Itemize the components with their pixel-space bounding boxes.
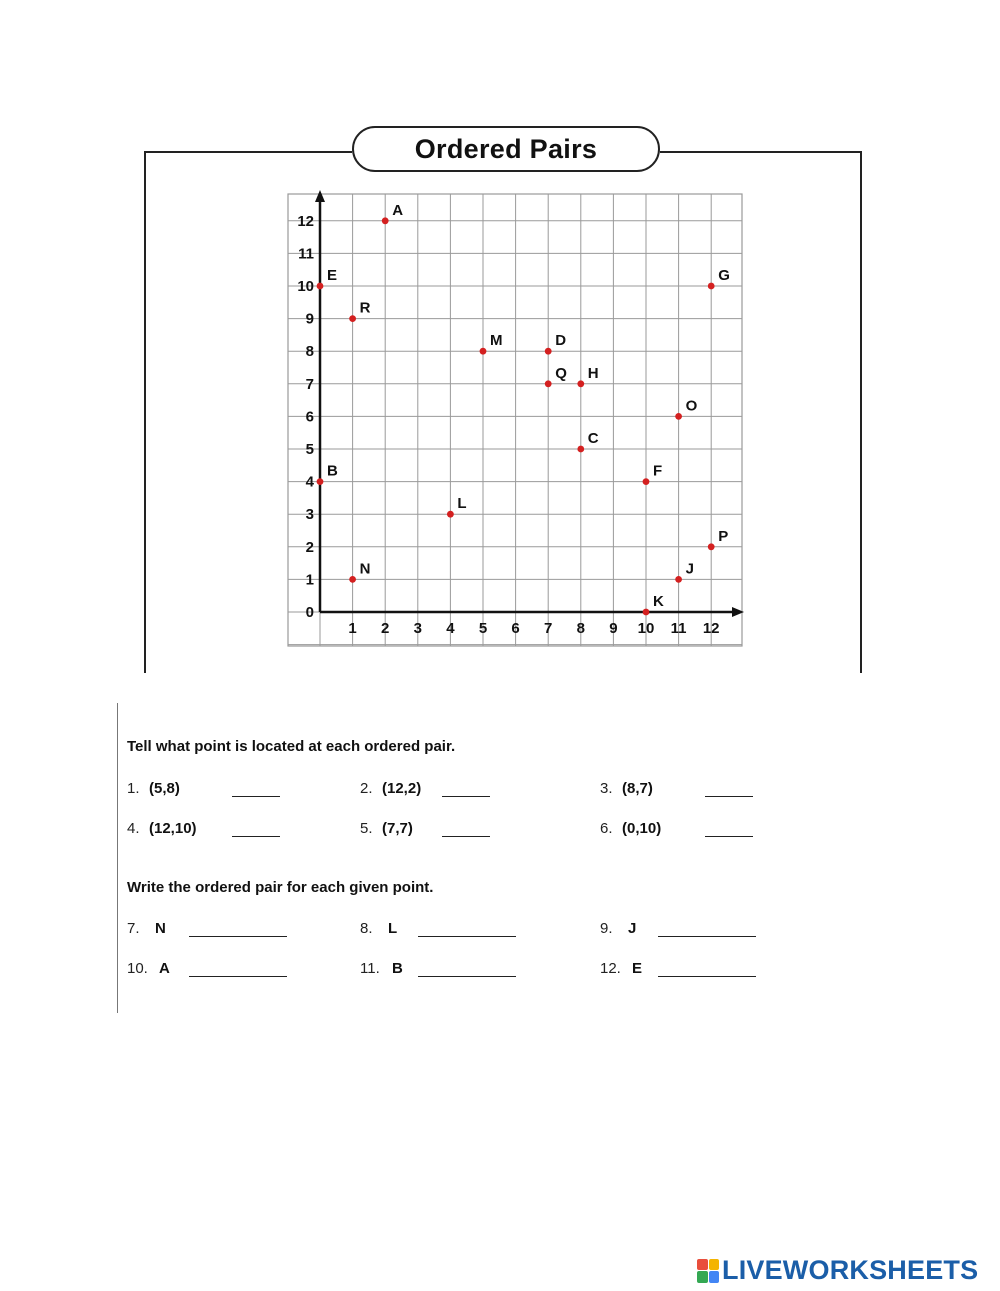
x-tick-label: 9 (609, 620, 618, 637)
y-tick-label: 6 (305, 408, 314, 426)
plot-point-h (577, 380, 584, 387)
question-number: 4. (127, 820, 140, 837)
question-number: 3. (600, 780, 613, 797)
answer-blank[interactable] (705, 796, 753, 797)
x-tick-label: 2 (381, 620, 390, 637)
frame-right-border (860, 151, 862, 673)
answer-blank[interactable] (658, 936, 756, 937)
x-tick-label: 6 (511, 620, 520, 637)
logo-icon-block (709, 1271, 720, 1283)
given-point: J (628, 920, 637, 937)
point-label-a: A (392, 201, 404, 219)
answer-blank[interactable] (418, 976, 516, 977)
question-number: 8. (360, 920, 373, 937)
grid-lines (288, 194, 742, 646)
plot-point-l (447, 511, 454, 518)
frame-top-border-left (144, 151, 352, 153)
y-tick-label: 5 (305, 441, 314, 458)
liveworksheets-logo (697, 1255, 978, 1286)
question-number: 2. (360, 780, 373, 797)
point-label-g: G (718, 267, 730, 284)
instructions-part-1: Tell what point is located at each ordered pair. (127, 738, 456, 755)
y-tick-label: 4 (305, 473, 314, 491)
question-number: 6. (600, 820, 613, 837)
y-tick-label: 12 (297, 212, 314, 230)
instructions-part-2: Write the ordered pair for each given point. (127, 879, 434, 896)
point-label-l: L (457, 495, 467, 513)
x-tick-label: 3 (413, 620, 422, 637)
given-point: B (392, 960, 403, 977)
ordered-pair: (12,10) (149, 820, 197, 837)
logo-icon-block (709, 1259, 720, 1271)
plot-point-q (545, 380, 552, 387)
plot-point-p (708, 543, 715, 550)
plot-point-g (708, 283, 715, 290)
answer-blank[interactable] (442, 796, 490, 797)
question-number: 12. (600, 960, 621, 977)
answer-blank[interactable] (658, 976, 756, 977)
question-number: 10. (127, 960, 148, 977)
logo-text: LIVEWORKSHEETS (722, 1255, 979, 1285)
point-label-j: J (685, 560, 694, 578)
ordered-pair: (12,2) (382, 780, 422, 797)
point-label-f: F (653, 462, 663, 480)
worksheet-title: Ordered Pairs (352, 126, 660, 172)
logo-icon-block (697, 1271, 708, 1283)
answer-blank[interactable] (442, 836, 490, 837)
plot-point-f (643, 478, 650, 485)
point-label-h: H (587, 364, 599, 382)
point-label-o: O (685, 397, 698, 415)
y-tick-label: 3 (305, 506, 314, 524)
plot-point-o (675, 413, 682, 420)
plot-point-b (317, 478, 324, 485)
answer-blank[interactable] (232, 796, 280, 797)
x-tick-label: 4 (446, 620, 455, 637)
ordered-pair: (8,7) (622, 780, 653, 797)
question-number: 9. (600, 920, 613, 937)
question-number: 5. (360, 820, 373, 837)
y-tick-label: 2 (305, 538, 314, 556)
point-label-p: P (718, 527, 729, 545)
frame-top-border-right (660, 151, 862, 153)
question-number: 11. (360, 960, 380, 977)
point-label-c: C (587, 430, 599, 447)
point-label-q: Q (555, 364, 567, 382)
plot-point-j (675, 576, 682, 583)
answer-blank[interactable] (189, 976, 287, 977)
given-point: A (159, 960, 170, 977)
plot-point-r (349, 315, 356, 322)
given-point: L (388, 920, 398, 937)
ordered-pair: (7,7) (382, 820, 413, 837)
ordered-pair: (0,10) (622, 820, 662, 837)
question-number: 1. (127, 780, 140, 797)
answer-blank[interactable] (189, 936, 287, 937)
plot-point-n (349, 576, 356, 583)
liveworksheets-logo-icon (697, 1259, 719, 1283)
y-tick-label: 1 (305, 571, 314, 589)
point-label-m: M (490, 332, 503, 350)
ordered-pair: (5,8) (149, 780, 180, 797)
x-tick-label: 12 (702, 620, 720, 637)
x-tick-label: 7 (544, 620, 553, 637)
question-number: 7. (127, 920, 140, 937)
point-label-d: D (555, 332, 567, 350)
point-label-b: B (327, 462, 338, 480)
plot-point-k (643, 609, 650, 616)
x-tick-label: 10 (637, 620, 655, 637)
grid-border (288, 194, 742, 646)
coordinate-grid-chart (280, 188, 750, 650)
x-tick-label: 5 (478, 620, 488, 637)
y-tick-label: 0 (305, 604, 314, 621)
point-label-k: K (653, 593, 664, 610)
point-label-r: R (359, 299, 371, 317)
given-point: E (632, 960, 643, 977)
y-tick-label: 10 (297, 278, 314, 295)
frame-left-border (144, 151, 146, 673)
y-tick-label: 9 (305, 310, 314, 328)
answer-blank[interactable] (232, 836, 280, 837)
plot-point-a (382, 217, 389, 224)
logo-icon-block (697, 1259, 708, 1271)
questions-left-rule (117, 703, 118, 1013)
plot-point-c (577, 446, 584, 453)
plot-point-e (317, 283, 324, 290)
y-tick-label: 7 (305, 375, 314, 393)
point-label-e: E (327, 267, 338, 284)
x-tick-label: 1 (348, 620, 357, 637)
answer-blank[interactable] (418, 936, 516, 937)
plot-point-d (545, 348, 552, 355)
given-point: N (155, 920, 166, 937)
y-tick-label: 8 (305, 343, 314, 361)
answer-blank[interactable] (705, 836, 753, 837)
x-tick-label: 11 (670, 620, 687, 637)
y-tick-label: 11 (298, 245, 314, 263)
plot-point-m (480, 348, 487, 355)
point-label-n: N (359, 560, 371, 578)
x-tick-label: 8 (576, 620, 585, 637)
